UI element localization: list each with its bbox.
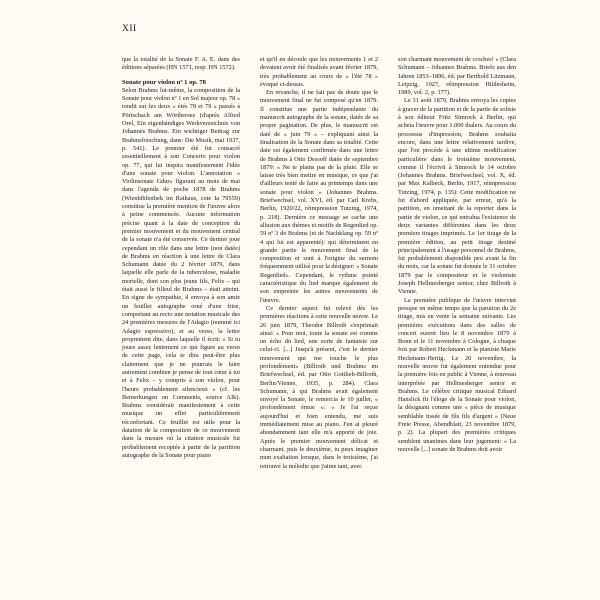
paragraph: son charmant mouvement de croches! » (Clara Schumann – Johannes Brahms. Briefe aus den Jahren 1853–1896, éd. par Berthold Litzmann, Leipzig, 1927, réimpression Hildesheim, 1989, vol. 2, p. 177). [398,56,516,97]
paragraph: que la totalité de la Sonate F. A. E. dans des éditions séparées (HN 1571, resp. HN 1572). [122,56,240,72]
page-number: XII [122,24,137,34]
text-column-1 [122,56,240,460]
paragraph: Ce dernier aspect fut relevé dès les premières réactions à cette nouvelle œuvre. Le 26 juin 1879, Theodor Billroth s'exprimait ainsi: « Pour moi, toute la sonate est comme un écho du lied, une sorte de fantaisie sur celui-ci. [...] Jusqu'à présent, c'est le dernier mouvement qui me touche le plus profondément» (Billroth und Brahms im Briefwechsel, éd. par Otto Gottlieb-Billroth, Berlin/Vienne, 1935, p. 284). Clara Schumann, à qui Brahms avait également envoyé la Sonate, le remercia le 10 juillet, « profondément émue »: « Je l'ai reçue aujourd'hui et bien entendu, me suis immédiatement mise au piano. J'en ai pleuré abondamment tant elle m'a apporté de joie. Après le premier mouvement délicat et charmant, puis le deuxième, tu peux imaginer mon exaltation lorsque, dans le troisième, j'ai retrouvé la mélodie que j'aime tant, avec [260,304,378,470]
paragraph: La première publique de l'œuvre intervint presque en même temps que la parution du 2e tirage, mis en vente la semaine suivante. Les premières exécutions dans des salles de concert eurent lieu le 8 novembre 1879 à Bonn et le 11 novembre à Cologne, à chaque fois par Robert Heckmann et la pianiste Marie Heckmann-Hertig. Le 20 novembre, la nouvelle œuvre fut également entendue pour la première fois en public à Vienne, à nouveau interprétée par Hellmesberger senior et Brahms. Le célèbre critique musical Eduard Hanslick fit l'éloge de la Sonate pour violon, la désignant comme une « pièce de musique semblable tissée de fils fils d'argent » (Neue Freie Presse, Abendblatt, 23 novembre 1879, p. 2). La plupart des premières critiques semblent unanimes dans leur jugement: « La nouvelle [...] sonate de Brahms doit avoir [398,296,516,453]
text-column-3 [398,56,516,454]
paragraph: Le 31 août 1879, Brahms envoya les copies à graver de la partition et de la partie de soliste à son éditeur Fritz Simrock à Berlin, qui acheta l'œuvre pour 1.000 thalers. Au cours du processus d'impression, Brahms souhaita encore, dans une lettre relativement tardive, que l'on procède à une ultime modification particulière dans le troisième mouvement, comme il l'écrivit à Simrock le 14 octobre (Johannes Brahms. Briefwechsel, vol. X, éd. par Max Kalbeck, Berlin, 1917, réimpression Tutzing, 1974, p. 135): Cette modification ne fut d'abord appliquée, par erreur, qu'à la partition, en omettant de la reporter dans la partie de violon, ce qui entraîna l'existence de deux variantes différentes dans les deux premiers tirages imprimés. Le 1er tirage de la première édition, au petit tirage destiné principalement à l'usage personnel de Brahms, fut probablement disponible peu avant la fin du mois, car la sonate fut donnée le 31 octobre 1879 par le compositeur et le violoniste Joseph Hellmesberger senior, chez Billroth à Vienne. [398,97,516,296]
section-heading: Sonate pour violon nº 1 op. 78 [122,78,206,86]
paragraph: En revanche, il ne fait pas de doute que le mouvement final ne fut composé qu'en 1879. Il constitue une partie indépendante du manuscrit autographe de la sonate, datée de sa propre pagination. De plus, le manuscrit est daté de « juin 79 » – expliquant ainsi la finalisation de la Sonate dans sa totalité. Cette date est également confirmée dans une lettre de Brahms à Otto Dessoff datée de septembre 1879: « Ne te plains pas de la pluie. Elle se laisse très bien mettre en musique, ce que j'ai d'ailleurs tenté de faire au printemps dans une sonate pour violon » (Johannes Brahms. Briefwechsel, vol. XVI, éd. par Carl Krebs, Berlin, 1920/22, réimpression Tutzing, 1974, p. 218). Dernière ce message se cache une allusion aux thèmes et motifs de Regenlied op. 59 nº 3 de Brahms (et de Nachklang op. 59 nº 4 qui lui est apparenté): qui déterminent en grande partie le mouvement final de la composition et sont à l'origine du surnom fréquemment utilisé pour la désigner: « Sonate Regenlied». Cependant, le rythme pointé caractéristique du lied marque également de son empreinte les autres mouvements de l'œuvre. [260,89,378,304]
paragraph: et qu'il en découle que les mouvements 1 et 2 devaient avoir été finalisés avant février 1879, très probablement au cours de « l'été 78 » évoqué ci-dessus. [260,56,378,88]
paragraph: Selon Brahms lui-même, la composition de la Sonate pour violon nº 1 en Sol majeur op. 78 « rendit sur les deux « étés 78 et 79 » passés à Pörtschach am Wörthersee (d'après Alfred Orel, Ein eigenhändiges Werkverzeichnis von Johannes Brahms. Ein wichtiger Beitrag zur Brahmsforschung, dans: Die Musik, mai 1937, p. 541). Le premier été fut consacré essentiellement à son Concerto pour violon op. 77, qui lui inspira manifestement l'idée d'une sonate pour violon. L'annotation « Violinsonate Gdur» figurant au mois de mai dans l'agenda de poche 1878 de Brahms (Wienbibliothek im Rathaus, cote Ia 79559) constitue la première mention de l'œuvre alors à peine commencée. Aucune information précise quant à la date de conception du premier mouvement et du mouvement central de la sonate n'a été conservée. Ce dernier joue cependant un rôle dans une lettre (non datée) de Brahms en réaction à une lettre de Clara Schumann datée du 2 février 1879, dans laquelle elle parle de la tuberculose, maladie mortelle, dont son plus jeune fils, Felix – qui était aussi le filleul de Brahms – était atteint. En signe de sympathie, il envoya à son amie un feuillet autographe orné d'une frise, comportant au recto une notation musicale des 24 premières mesures de l'Adagio (nommé ici Adagio espressivo), et au verso, la lettre proprement dite, dans laquelle il écrit: « Si tu joues assez lentement ce qui figure au verso de cette page, cela te dira peut-être plus clairement que je ne pourrais le faire autrement combien je pense de tout cœur à toi et à Felix – y compris à son violon, pour l'heure probablement silencieux » (cf. les Bemerkungen on Comments, source AIk). Brahms considérait manifestement à cette musique un effet particulièrement réconfortant. Ce feuillet est utile pour la datation de la composition de ce mouvement dans la mesure où la citation musicale fut probablement recopiée à partir de la partition autographe de la Sonate pour piano [122,86,240,459]
text-column-2 [260,56,378,471]
